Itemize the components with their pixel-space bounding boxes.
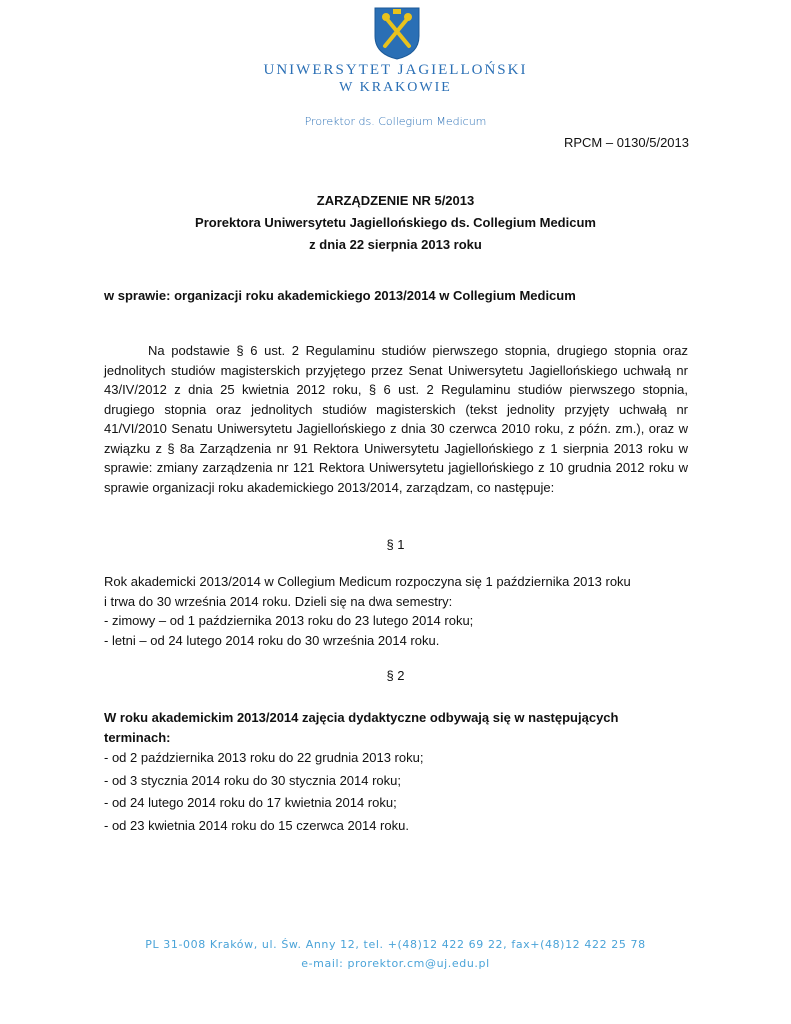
list-item: - od 3 stycznia 2014 roku do 30 stycznia 2014 roku;: [104, 772, 402, 788]
section-1-line: - zimowy – od 1 października 2013 roku do 23 lutego 2014 roku;: [104, 613, 474, 628]
footer-email: e-mail: prorektor.cm@uj.edu.pl: [301, 957, 490, 970]
title-line-1: ZARZĄDZENIE NR 5/2013: [316, 193, 475, 208]
reference-number: RPCM – 0130/5/2013: [563, 135, 689, 150]
university-crest-icon: [373, 6, 421, 60]
document-title: [0, 190, 791, 256]
section-1-body: [104, 572, 694, 650]
section-1-line: Rok akademicki 2013/2014 w Collegium Medicum rozpoczyna się 1 października 2013 roku: [104, 574, 631, 589]
title-line-3: z dnia 22 sierpnia 2013 roku: [309, 237, 482, 252]
footer-address: PL 31-008 Kraków, ul. Św. Anny 12, tel. +(48)12 422 69 22, fax+(48)12 422 25 78: [145, 938, 646, 951]
university-name: UNIWERSYTET JAGIELLOŃSKI: [263, 62, 528, 78]
section-1-sign: § 1: [386, 537, 405, 552]
list-item: - od 24 lutego 2014 roku do 17 kwietnia 2014 roku;: [104, 795, 397, 810]
intro-paragraph: Na podstawie § 6 ust. 2 Regulaminu studiów pierwszego stopnia, drugiego stopnia oraz jednolitych studiów magisterskich przyjętego przez Senat Uniwersytetu Jagiellońskiego uchwałą nr 43/IV/2012 z dnia 25 kwietnia 2012 roku, § 6 ust. 2 Regulaminu studiów pierwszego stopnia, drugiego stopnia oraz jednolitych studiów magisterskich (tekst jednolity przyjęty uchwałą nr 41/VI/2010 Senatu Uniwersytetu Jagiellońskiego z dnia 30 czerwca 2010 roku, z późn. zm.), oraz w związku z § 8a Zarządzenia nr 91 Rektora Uniwersytetu Jagiellońskiego z 1 sierpnia 2013 roku w sprawie: zmiany zarządzenia nr 121 Rektora Uniwersytetu jagiellońskiego z 10 grudnia 2012 roku w sprawie organizacji roku akademickiego 2013/2014, zarządzam, co następuje:: [104, 343, 688, 495]
section-2-list: [104, 747, 423, 837]
section-2-heading: W roku akademickim 2013/2014 zajęcia dydaktyczne odbywają się w następujących terminach:: [104, 710, 619, 745]
section-2-sign: § 2: [386, 668, 405, 683]
list-item: - od 23 kwietnia 2014 roku do 15 czerwca 2014 roku.: [104, 817, 409, 833]
section-1-line: i trwa do 30 września 2014 roku. Dzieli się na dwa semestry:: [104, 593, 453, 609]
list-item: - od 2 października 2013 roku do 22 grudnia 2013 roku;: [104, 750, 424, 765]
document-subject: w sprawie: organizacji roku akademickiego 2013/2014 w Collegium Medicum: [104, 288, 576, 303]
office-name: Prorektor ds. Collegium Medicum: [304, 115, 487, 128]
title-line-2: Prorektora Uniwersytetu Jagiellońskiego ds. Collegium Medicum: [195, 215, 596, 230]
university-city: W KRAKOWIE: [339, 80, 452, 95]
section-1-line: - letni – od 24 lutego 2014 roku do 30 września 2014 roku.: [104, 632, 440, 648]
